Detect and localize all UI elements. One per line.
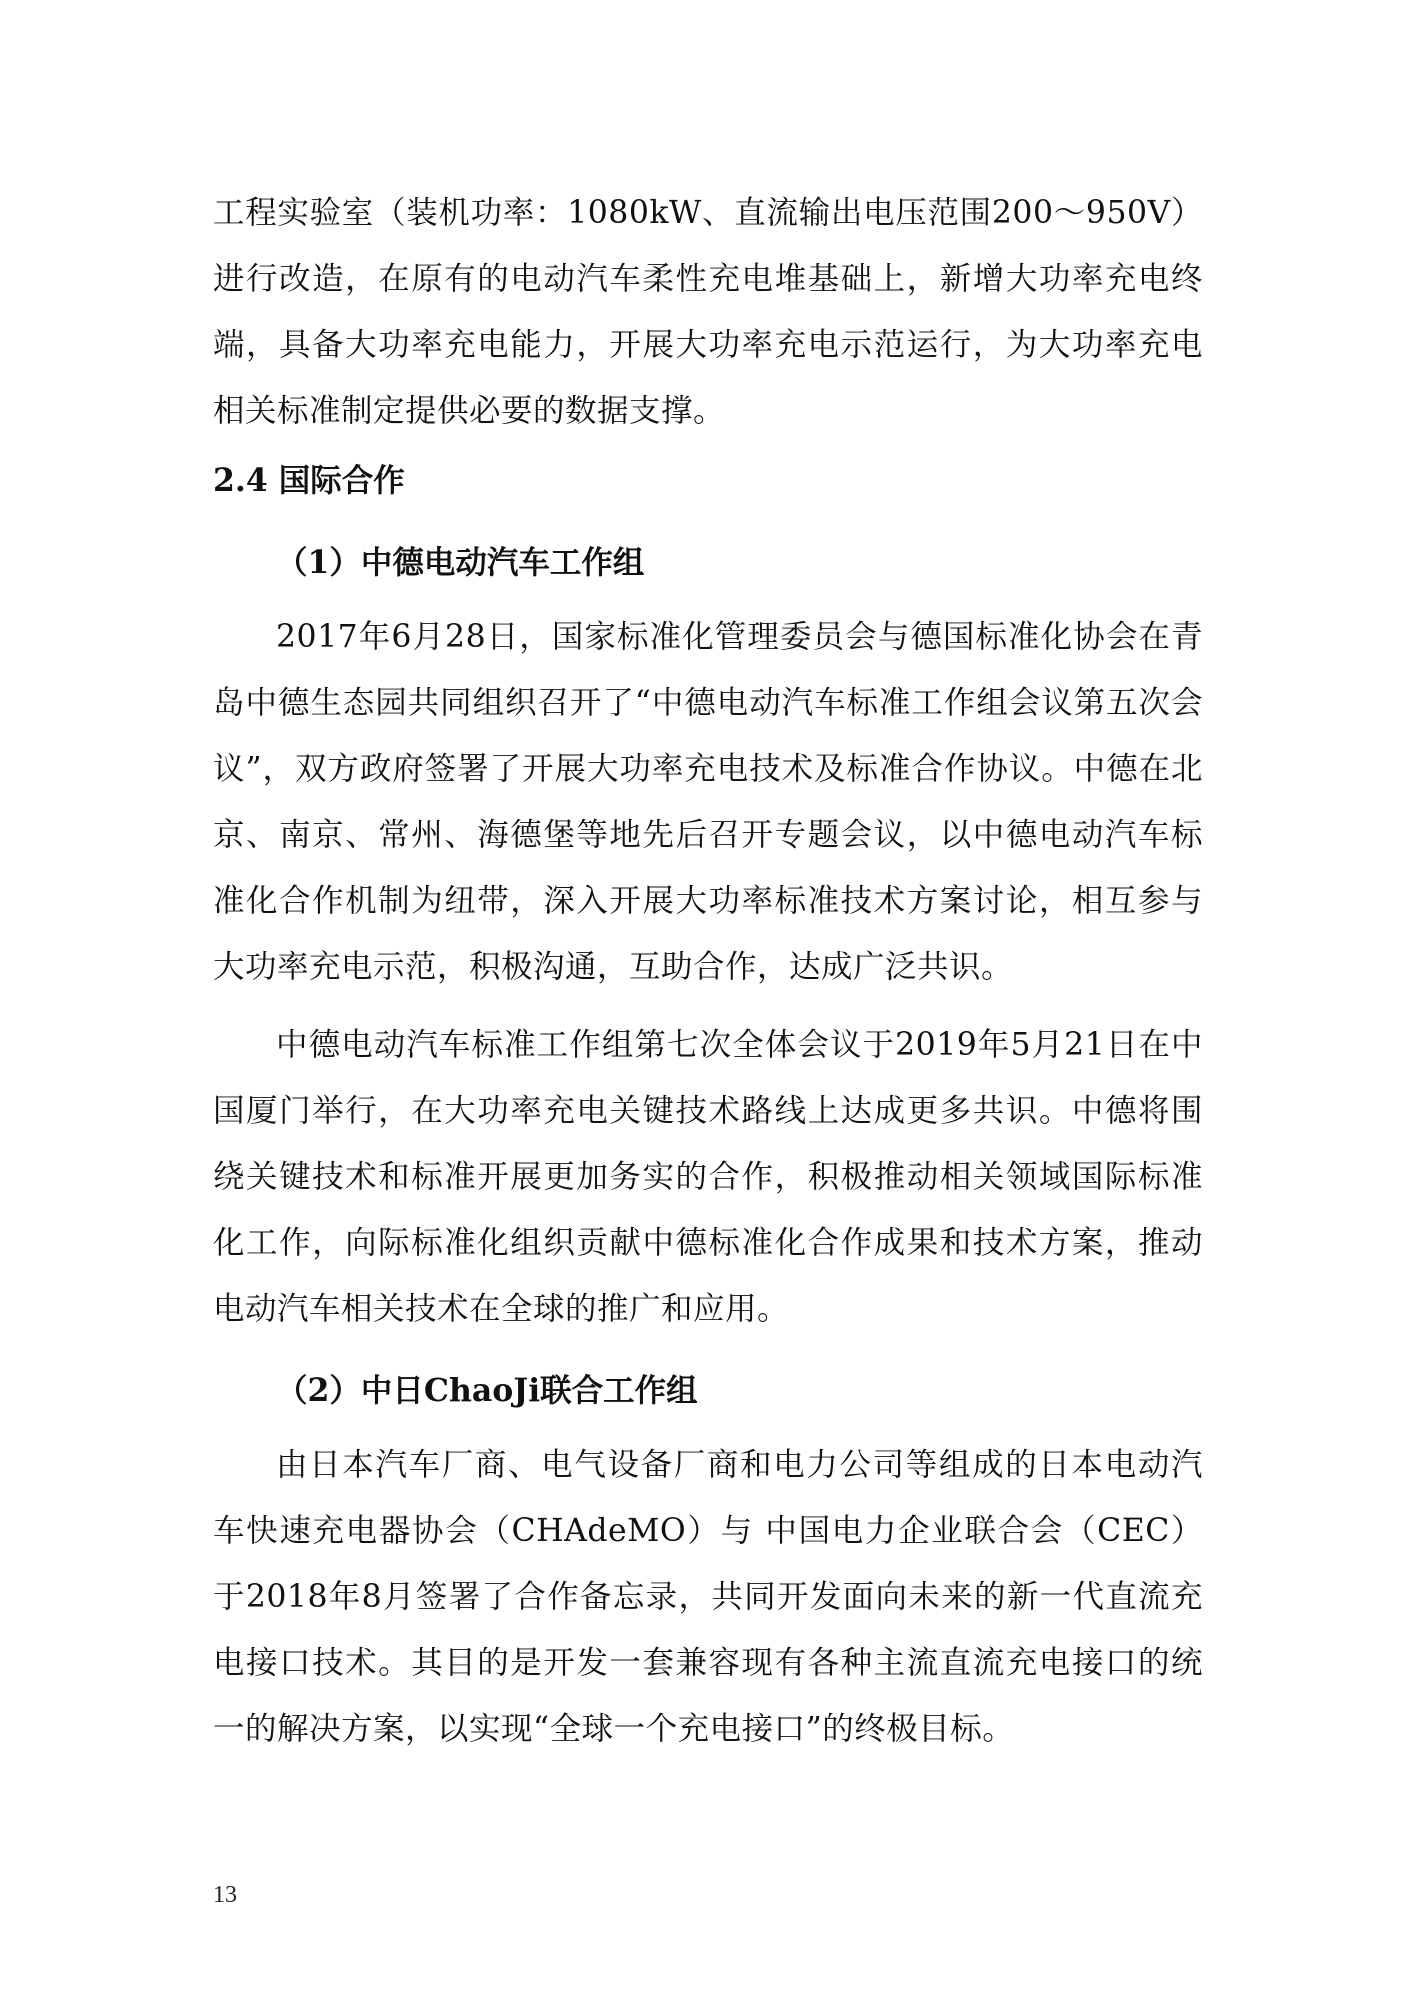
section-heading-international-cooperation: 2.4 国际合作 <box>213 462 405 499</box>
page-number: 13 <box>213 1882 237 1908</box>
paragraph-chaoji-cooperation: 由日本汽车厂商、电气设备厂商和电力公司等组成的日本电动汽车快速充电器协会（CHAdeMO）与 中国电力企业联合会（CEC）于2018年8月签署了合作备忘录，共同开发面向未来的新一代直流充电接口技术。其目的是开发一套兼容现有各种主流直流充电接口的统一的解决方案，以实现“全球一个充电接口”的终极目标。 <box>213 1447 1203 1747</box>
subheading-sino-german-working-group: （1）中德电动汽车工作组 <box>276 544 645 581</box>
paragraph-sino-german-meeting-2017: 2017年6月28日，国家标准化管理委员会与德国标准化协会在青岛中德生态园共同组织召开了“中德电动汽车标准工作组会议第五次会议”，双方政府签署了开展大功率充电技术及标准合作协议。中德在北京、南京、常州、海德堡等地先后召开专题会议，以中德电动汽车标准化合作机制为纽带，深入开展大功率标准技术方案讨论，相互参与大功率充电示范，积极沟通，互助合作，达成广泛共识。 <box>213 619 1203 985</box>
page-content <box>213 180 1203 1762</box>
subheading-chaoji-working-group: （2）中日ChaoJi联合工作组 <box>276 1372 698 1409</box>
paragraph-sino-german-meeting-2019: 中德电动汽车标准工作组第七次全体会议于2019年5月21日在中国厦门举行，在大功率充电关键技术路线上达成更多共识。中德将围绕关键技术和标准开展更加务实的合作，积极推动相关领域国际标准化工作，向际标准化组织贡献中德标准化合作成果和技术方案，推动电动汽车相关技术在全球的推广和应用。 <box>213 1027 1203 1327</box>
paragraph-lab-upgrade: 工程实验室（装机功率：1080kW、直流输出电压范围200～950V）进行改造，在原有的电动汽车柔性充电堆基础上，新增大功率充电终端，具备大功率充电能力，开展大功率充电示范运行，为大功率充电相关标准制定提供必要的数据支撑。 <box>213 195 1203 429</box>
